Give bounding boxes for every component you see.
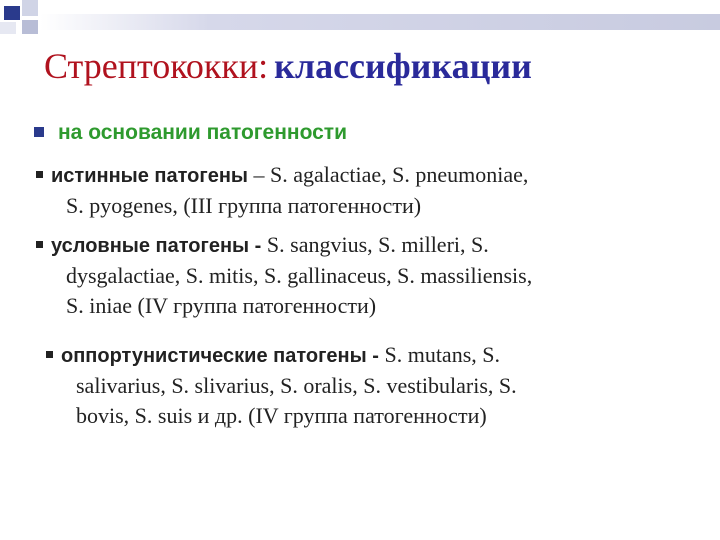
title-part-2: классификации (274, 46, 532, 86)
decor-square-pale (0, 22, 16, 34)
section-heading (34, 118, 347, 148)
list-item-conditional-pathogens (36, 230, 686, 321)
item-term: оппортунистические патогены - (61, 345, 385, 367)
decor-square-light (22, 0, 38, 16)
title-part-1: Стрептококки: (44, 46, 269, 86)
list-item-line (46, 340, 696, 371)
item-term: истинные патогены (51, 165, 248, 187)
list-item-line (36, 160, 686, 191)
item-text: S. sangvius, S. milleri, S. (266, 232, 489, 257)
item-text: – S. agalactiae, S. pneumoniae, (248, 162, 529, 187)
section-heading-label: на основании патогенности (58, 121, 348, 144)
list-item-line: S. pyogenes, (III группа патогенности) (66, 193, 422, 218)
bullet-icon (36, 171, 43, 178)
bullet-icon (46, 351, 53, 358)
list-item-line: S. iniae (IV группа патогенности) (66, 293, 377, 318)
slide-title (44, 44, 532, 88)
list-item-opportunistic-pathogens (46, 340, 696, 431)
list-item-line: bovis, S. suis и др. (IV группа патогенности) (76, 403, 487, 428)
bullet-icon (36, 241, 43, 248)
item-term: условные патогены - (51, 235, 267, 257)
header-gradient-bar (40, 14, 720, 30)
list-item-true-pathogens (36, 160, 686, 221)
square-bullet-icon (34, 127, 44, 137)
item-text: S. mutans, S. (384, 342, 500, 367)
decor-square-dark (4, 6, 20, 20)
list-item-line (36, 230, 686, 261)
decor-square-mid (22, 20, 38, 34)
list-item-line: salivarius, S. slivarius, S. oralis, S. vestibularis, S. (76, 373, 517, 398)
list-item-line: dysgalactiae, S. mitis, S. gallinaceus, S. massiliensis, (66, 263, 533, 288)
